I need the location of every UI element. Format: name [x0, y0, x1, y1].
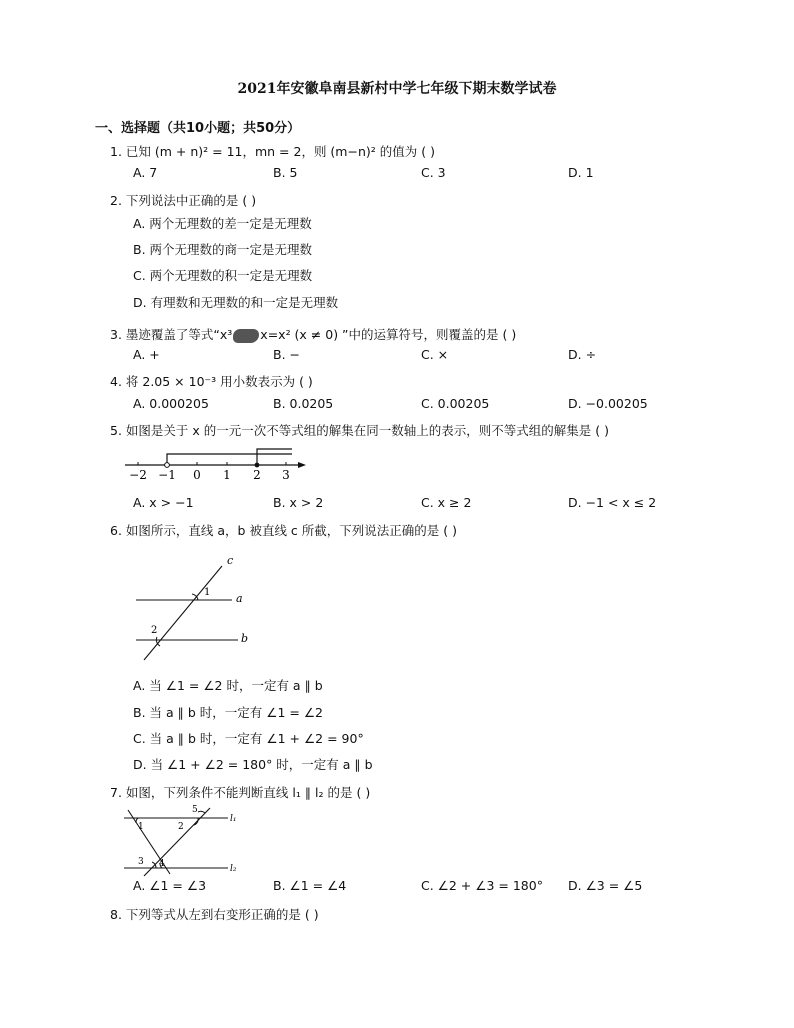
q1-option-a: A. 7: [133, 165, 158, 180]
label-1: 1: [138, 822, 144, 832]
label-2: 2: [178, 822, 184, 832]
q5-option-d: D. −1 < x ≤ 2: [568, 495, 657, 510]
q7-option-a: A. ∠1 = ∠3: [133, 878, 207, 893]
number-line-arrow: [298, 462, 306, 468]
q3-option-c: C. ×: [421, 347, 449, 362]
label-3: 3: [138, 857, 144, 867]
page-title: 2021年安徽阜南县新村中学七年级下期末数学试卷: [237, 81, 557, 97]
q6-option-c: C. 当 a ∥ b 时，一定有 ∠1 + ∠2 = 90°: [133, 731, 364, 746]
question-8-stem: 8. 下列等式从左到右变形正确的是 ( ): [110, 907, 319, 922]
q4-option-b: B. 0.0205: [273, 396, 334, 411]
q6-option-a: A. 当 ∠1 = ∠2 时，一定有 a ∥ b: [133, 678, 323, 693]
question-5-stem: 5. 如图是关于 x 的一元一次不等式组的解集在同一数轴上的表示，则不等式组的解集是 ( ): [110, 423, 609, 438]
q7-option-d: D. ∠3 = ∠5: [568, 878, 643, 893]
axis-label: −1: [158, 468, 176, 482]
arc-5: [198, 811, 205, 813]
question-7-stem: 7. 如图，下列条件不能判断直线 l₁ ∥ l₂ 的是 ( ): [110, 785, 371, 800]
solution-ray-gt-minus-1: [167, 454, 292, 465]
q7-option-b: B. ∠1 = ∠4: [273, 878, 347, 893]
label-angle-2: 2: [151, 625, 158, 636]
axis-label: 1: [223, 468, 231, 482]
axis-label: −2: [129, 468, 147, 482]
section-heading: 一、选择题（共10小题；共50分）: [95, 121, 301, 136]
question-3-stem: [110, 325, 516, 343]
q2-option-d: D. 有理数和无理数的和一定是无理数: [133, 295, 339, 310]
label-l1: l₁: [230, 814, 237, 824]
closed-point-2: [255, 463, 260, 468]
q2-option-c: C. 两个无理数的积一定是无理数: [133, 268, 313, 283]
line-c: [144, 566, 222, 660]
label-l2: l₂: [230, 864, 237, 874]
number-line-figure: [120, 444, 310, 484]
q4-option-a: A. 0.000205: [133, 396, 209, 411]
label-a: a: [236, 592, 243, 605]
solution-ray-ge-2: [257, 449, 292, 465]
transversal-figure: [130, 552, 260, 664]
open-point-minus-1: [165, 463, 170, 468]
axis-label: 0: [193, 468, 201, 482]
question-4-stem: 4. 将 2.05 × 10⁻³ 用小数表示为 ( ): [110, 374, 313, 389]
parallel-lines-figure: [118, 802, 248, 878]
q6-option-b: B. 当 a ∥ b 时，一定有 ∠1 = ∠2: [133, 705, 323, 720]
q5-option-a: A. x > −1: [133, 495, 194, 510]
q3-option-d: D. ÷: [568, 347, 597, 362]
q4-option-d: D. −0.00205: [568, 396, 648, 411]
q3-option-a: A. +: [133, 347, 160, 362]
q2-option-b: B. 两个无理数的商一定是无理数: [133, 242, 313, 257]
label-b: b: [241, 632, 249, 645]
label-4: 4: [159, 859, 165, 869]
q1-option-d: D. 1: [568, 165, 594, 180]
q5-option-c: C. x ≥ 2: [421, 495, 472, 510]
q3-stem-part-b: x=x² (x ≠ 0) ”中的运算符号，则覆盖的是 ( ): [260, 327, 517, 342]
question-1-stem: 1. 已知 (m + n)² = 11，mn = 2，则 (m−n)² 的值为 ( ): [110, 144, 435, 159]
q4-option-c: C. 0.00205: [421, 396, 490, 411]
label-c: c: [227, 554, 234, 567]
q1-option-c: C. 3: [421, 165, 446, 180]
question-2-stem: 2. 下列说法中正确的是 ( ): [110, 193, 257, 208]
q6-option-d: D. 当 ∠1 + ∠2 = 180° 时，一定有 a ∥ b: [133, 757, 373, 772]
ink-blot: [233, 329, 259, 343]
label-angle-1: 1: [204, 587, 211, 598]
q3-stem-part-a: 3. 墨迹覆盖了等式“x³: [110, 327, 233, 342]
q2-option-a: A. 两个无理数的差一定是无理数: [133, 216, 312, 231]
axis-label: 2: [253, 468, 261, 482]
question-6-stem: 6. 如图所示，直线 a，b 被直线 c 所截，下列说法正确的是 ( ): [110, 523, 457, 538]
q1-option-b: B. 5: [273, 165, 298, 180]
q3-option-b: B. −: [273, 347, 300, 362]
q5-option-b: B. x > 2: [273, 495, 324, 510]
label-5: 5: [192, 805, 198, 815]
axis-label: 3: [282, 468, 290, 482]
q7-option-c: C. ∠2 + ∠3 = 180°: [421, 878, 543, 893]
